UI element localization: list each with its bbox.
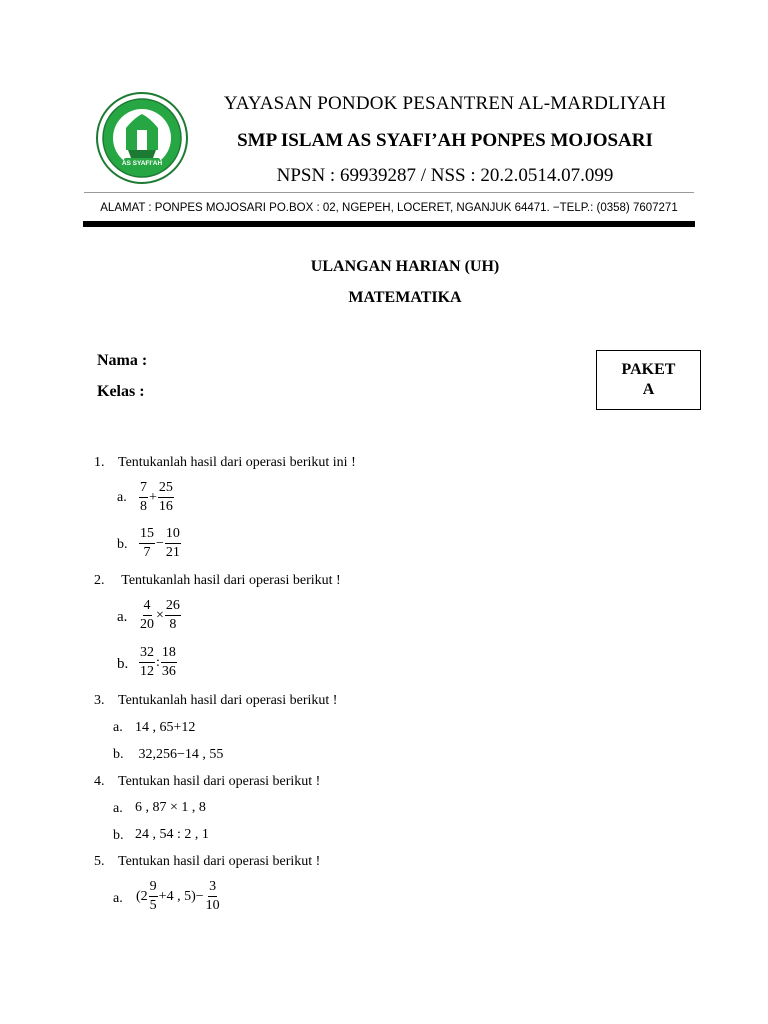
expression-part: +4 , 5)− <box>158 888 204 904</box>
question-text: Tentukanlah hasil dari operasi berikut ! <box>118 573 341 588</box>
question-number: 4. <box>94 774 105 789</box>
item-label: a. <box>113 801 123 816</box>
question-number: 2. <box>94 573 105 588</box>
question-number: 1. <box>94 455 105 470</box>
header-divider-thin <box>84 192 694 193</box>
numerator: 25 <box>158 480 174 498</box>
numerator: 26 <box>165 598 181 616</box>
operator: − <box>156 535 164 551</box>
fraction <box>158 480 174 515</box>
item-label: b. <box>113 828 124 843</box>
fraction-expression <box>139 645 177 680</box>
denominator: 7 <box>143 545 151 560</box>
fraction <box>161 645 177 680</box>
item-label: a. <box>117 609 128 625</box>
item-label: b. <box>113 747 124 762</box>
question-text: Tentukan hasil dari operasi berikut ! <box>118 854 321 869</box>
school-logo <box>96 92 188 184</box>
operator: × <box>156 607 164 623</box>
item-label: a. <box>113 720 123 735</box>
denominator: 8 <box>140 499 147 514</box>
fraction-expression <box>139 598 181 633</box>
decimal-expression: 14 , 65+12 <box>135 720 196 735</box>
question-text: Tentukanlah hasil dari operasi berikut ! <box>118 693 338 708</box>
decimal-expression: 6 , 87 × 1 , 8 <box>135 800 206 815</box>
item-label: a. <box>113 891 123 906</box>
fraction <box>149 879 158 914</box>
expression-part: (2 <box>136 888 148 904</box>
question-text: Tentukanlah hasil dari operasi berikut ini ! <box>118 455 356 470</box>
school-address: ALAMAT : PONPES MOJOSARI PO.BOX : 02, NGEPEH, LOCERET, NGANJUK 64471. −TELP.: (0358) 7607271 <box>100 202 678 214</box>
question-number: 3. <box>94 693 105 708</box>
paket-code: A <box>642 381 655 398</box>
item-label: a. <box>117 490 127 505</box>
mixed-expression <box>135 879 221 914</box>
name-label: Nama : <box>97 352 148 369</box>
fraction-expression <box>139 526 181 561</box>
numerator: 4 <box>143 598 152 616</box>
paket-box <box>596 350 701 410</box>
item-label: b. <box>117 656 129 672</box>
paket-label: PAKET <box>621 361 676 378</box>
numerator: 7 <box>139 480 148 498</box>
question-text: Tentukan hasil dari operasi berikut ! <box>118 774 321 789</box>
logo-text: AS SYAFI'AH <box>121 160 163 167</box>
class-label: Kelas : <box>97 383 145 400</box>
numerator: 32 <box>139 645 155 663</box>
fraction <box>165 526 181 561</box>
fraction <box>139 645 155 680</box>
decimal-expression: 24 , 54 : 2 , 1 <box>135 827 209 842</box>
numerator: 18 <box>161 645 177 663</box>
school-name: SMP ISLAM AS SYAFI’AH PONPES MOJOSARI <box>237 130 653 151</box>
numerator: 10 <box>165 526 181 544</box>
fraction-expression <box>139 480 174 515</box>
exam-subject: MATEMATIKA <box>348 289 462 306</box>
school-ids: NPSN : 69939287 / NSS : 20.2.0514.07.099 <box>276 165 614 186</box>
denominator: 8 <box>169 617 177 632</box>
fraction <box>139 598 155 633</box>
fraction <box>205 879 221 914</box>
header-divider-thick <box>83 221 695 227</box>
question-number: 5. <box>94 854 105 869</box>
denominator: 36 <box>161 664 176 679</box>
fraction <box>139 526 155 561</box>
numerator: 3 <box>208 879 217 897</box>
denominator: 12 <box>140 664 154 679</box>
numerator: 15 <box>139 526 155 544</box>
denominator: 20 <box>140 617 154 632</box>
fraction <box>165 598 181 633</box>
denominator: 16 <box>158 499 173 514</box>
operator: + <box>149 489 157 505</box>
denominator: 5 <box>149 898 157 913</box>
foundation-name: YAYASAN PONDOK PESANTREN AL-MARDLIYAH <box>223 93 667 114</box>
item-label: b. <box>117 537 128 552</box>
exam-title: ULANGAN HARIAN (UH) <box>310 258 500 275</box>
numerator: 9 <box>149 879 158 897</box>
decimal-expression: 32,256−14 , 55 <box>135 747 224 762</box>
fraction <box>139 480 148 515</box>
operator: : <box>156 654 160 670</box>
denominator: 10 <box>205 898 220 913</box>
denominator: 21 <box>165 545 180 560</box>
